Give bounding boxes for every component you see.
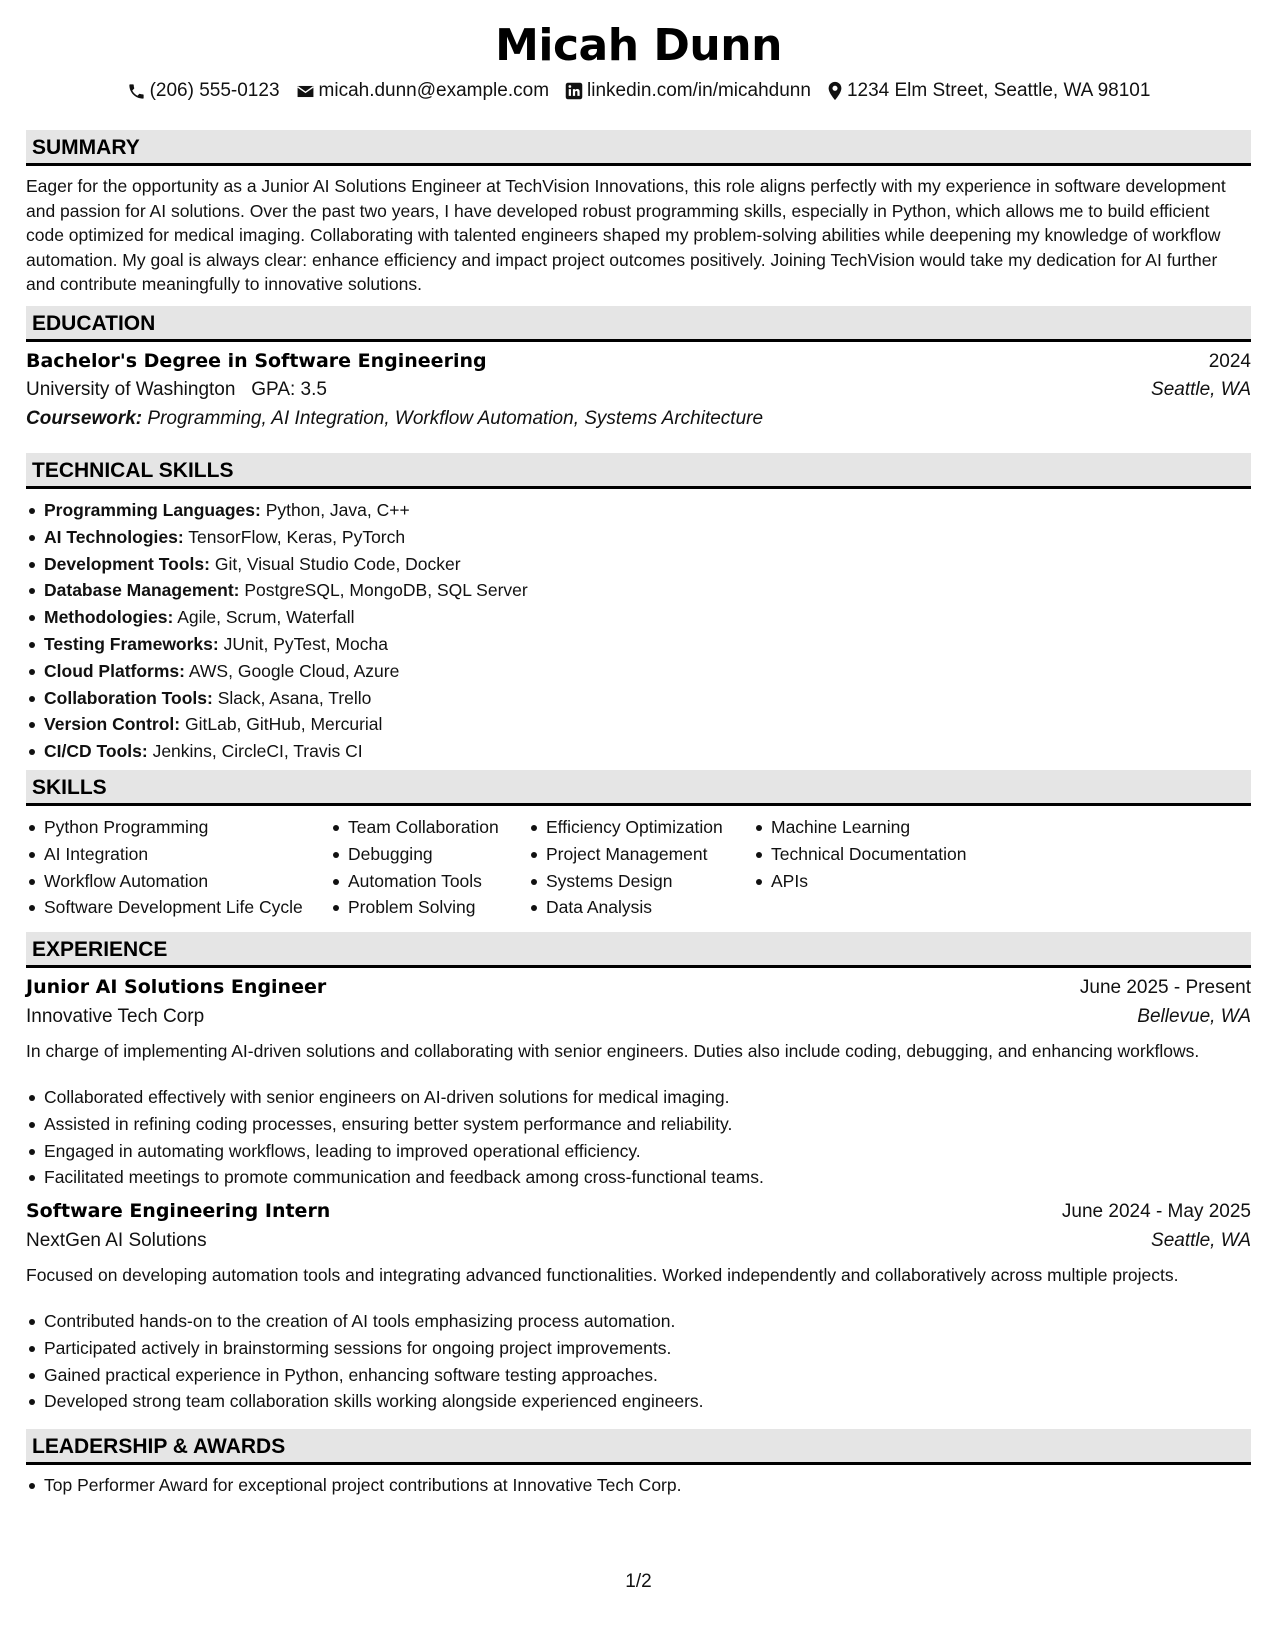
leadership-list — [26, 1472, 1251, 1499]
skills-column-2 — [330, 814, 499, 921]
job-description: In charge of implementing AI-driven solutions and collaborating with senior engineers. Duties also include coding, debugging, and enhancing workflows. — [26, 1041, 1200, 1061]
list-item: Gained practical experience in Python, enhancing software testing approaches. — [26, 1362, 1251, 1389]
list-item: Programming Languages: Python, Java, C++ — [26, 497, 1251, 524]
company-name: NextGen AI Solutions — [26, 1230, 207, 1251]
section-header-experience — [26, 932, 1251, 968]
list-item: Developed strong team collaboration skills working alongside experienced engineers. — [26, 1388, 1251, 1415]
company-name: Innovative Tech Corp — [26, 1006, 205, 1027]
job-description: Focused on developing automation tools and integrating advanced functionalities. Worked independently and collaboratively across multiple projects. — [26, 1265, 1179, 1285]
list-item: Version Control: GitLab, GitHub, Mercurial — [26, 711, 1251, 738]
phone-text: (206) 555-0123 — [149, 80, 280, 101]
list-item: Team Collaboration — [330, 814, 499, 841]
linkedin-link[interactable]: linkedin.com/in/micahdunn — [587, 80, 811, 101]
coursework-list: Programming, AI Integration, Workflow Automation, Systems Architecture — [147, 408, 764, 429]
gpa: GPA: 3.5 — [251, 379, 327, 400]
list-item: Efficiency Optimization — [528, 814, 723, 841]
resume-page — [26, 0, 1251, 1650]
contact-address — [827, 80, 1150, 102]
coursework-row — [26, 408, 1251, 434]
skills-grid — [26, 814, 1251, 924]
map-pin-icon — [827, 81, 843, 101]
skills-column-4 — [753, 814, 967, 894]
list-item: Machine Learning — [753, 814, 967, 841]
job-title-row — [26, 1200, 1251, 1226]
candidate-name: Micah Dunn — [495, 20, 782, 71]
phone-icon — [127, 82, 146, 101]
contact-bar — [26, 80, 1251, 102]
summary-text: Eager for the opportunity as a Junior AI Solutions Engineer at TechVision Innovations, this role aligns perfectly with my experience in software development and passion for AI solutions. Over the past two years, I have developed robust programming skills, especially in Python, which allows me to build efficient code optimized for medical imaging. Collaborating with talented engineers shaped my problem-solving abilities while deepening my knowledge of workflow automation. My goal is always clear: enhance efficiency and impact project outcomes positively. Joining TechVision would take my dedication for AI further and contribute meaningfully to innovative solutions. — [26, 176, 1226, 294]
school-name: University of Washington — [26, 379, 236, 400]
list-item: Participated actively in brainstorming sessions for ongoing project improvements. — [26, 1335, 1251, 1362]
email-link[interactable]: micah.dunn@example.com — [318, 80, 550, 101]
envelope-icon — [296, 82, 315, 101]
list-item: Methodologies: Agile, Scrum, Waterfall — [26, 604, 1251, 631]
skills-column-1 — [26, 814, 303, 921]
list-item: AI Technologies: TensorFlow, Keras, PyTorch — [26, 524, 1251, 551]
list-item: Systems Design — [528, 868, 723, 895]
page-number: 1/2 — [625, 1571, 652, 1592]
list-item: Collaborated effectively with senior engineers on AI-driven solutions for medical imaging. — [26, 1084, 1251, 1111]
list-item: Assisted in refining coding processes, ensuring better system performance and reliability. — [26, 1111, 1251, 1138]
job-location: Bellevue, WA — [1137, 1006, 1251, 1027]
job-title: Junior AI Solutions Engineer — [26, 976, 327, 998]
school-location: Seattle, WA — [1151, 379, 1251, 400]
list-item: Debugging — [330, 841, 499, 868]
skills-column-3 — [528, 814, 723, 921]
school-info — [26, 379, 327, 401]
coursework-label: Coursework: — [26, 408, 143, 429]
list-item: Data Analysis — [528, 894, 723, 921]
section-title: LEADERSHIP & AWARDS — [32, 1435, 286, 1458]
linkedin-icon — [565, 82, 583, 100]
job-bullets — [26, 1308, 1251, 1415]
section-title: EDUCATION — [32, 312, 156, 335]
list-item: Python Programming — [26, 814, 303, 841]
job-dates: June 2025 - Present — [1079, 977, 1251, 998]
section-header-summary — [26, 130, 1251, 166]
list-item: Development Tools: Git, Visual Studio Code, Docker — [26, 551, 1251, 578]
job-title: Software Engineering Intern — [26, 1200, 331, 1222]
section-header-technical-skills — [26, 453, 1251, 489]
list-item: Contributed hands-on to the creation of AI tools emphasizing process automation. — [26, 1308, 1251, 1335]
job-company-row — [26, 1230, 1251, 1256]
list-item: AI Integration — [26, 841, 303, 868]
list-item: Technical Documentation — [753, 841, 967, 868]
list-item: Testing Frameworks: JUnit, PyTest, Mocha — [26, 631, 1251, 658]
list-item: Engaged in automating workflows, leading to improved operational efficiency. — [26, 1138, 1251, 1165]
contact-linkedin[interactable] — [565, 80, 811, 102]
section-title: EXPERIENCE — [32, 938, 168, 961]
section-title: SKILLS — [32, 776, 107, 799]
contact-email[interactable] — [296, 80, 550, 102]
list-item: Top Performer Award for exceptional project contributions at Innovative Tech Corp. — [26, 1472, 1251, 1499]
list-item: Workflow Automation — [26, 868, 303, 895]
job-title-row — [26, 976, 1251, 1002]
education-school-row — [26, 379, 1251, 405]
job-location: Seattle, WA — [1151, 1230, 1251, 1251]
job-company-row — [26, 1006, 1251, 1032]
education-degree-row — [26, 350, 1251, 376]
section-header-leadership — [26, 1429, 1251, 1465]
job-bullets — [26, 1084, 1251, 1191]
list-item: APIs — [753, 868, 967, 895]
section-header-education — [26, 306, 1251, 342]
degree-title: Bachelor's Degree in Software Engineering — [26, 350, 487, 372]
list-item: Project Management — [528, 841, 723, 868]
address-text: 1234 Elm Street, Seattle, WA 98101 — [846, 80, 1151, 101]
coursework — [26, 408, 763, 430]
list-item: Facilitated meetings to promote communication and feedback among cross-functional teams. — [26, 1164, 1251, 1191]
list-item: Software Development Life Cycle — [26, 894, 303, 921]
list-item: CI/CD Tools: Jenkins, CircleCI, Travis CI — [26, 738, 1251, 765]
list-item: Automation Tools — [330, 868, 499, 895]
technical-skills-list — [26, 497, 1251, 765]
list-item: Problem Solving — [330, 894, 499, 921]
section-title: TECHNICAL SKILLS — [32, 459, 234, 482]
section-title: SUMMARY — [32, 136, 140, 159]
list-item: Cloud Platforms: AWS, Google Cloud, Azure — [26, 658, 1251, 685]
contact-phone — [127, 80, 280, 102]
list-item: Database Management: PostgreSQL, MongoDB, SQL Server — [26, 577, 1251, 604]
graduation-year: 2024 — [1208, 351, 1251, 372]
job-dates: June 2024 - May 2025 — [1061, 1201, 1251, 1222]
list-item: Collaboration Tools: Slack, Asana, Trello — [26, 685, 1251, 712]
section-header-skills — [26, 770, 1251, 806]
